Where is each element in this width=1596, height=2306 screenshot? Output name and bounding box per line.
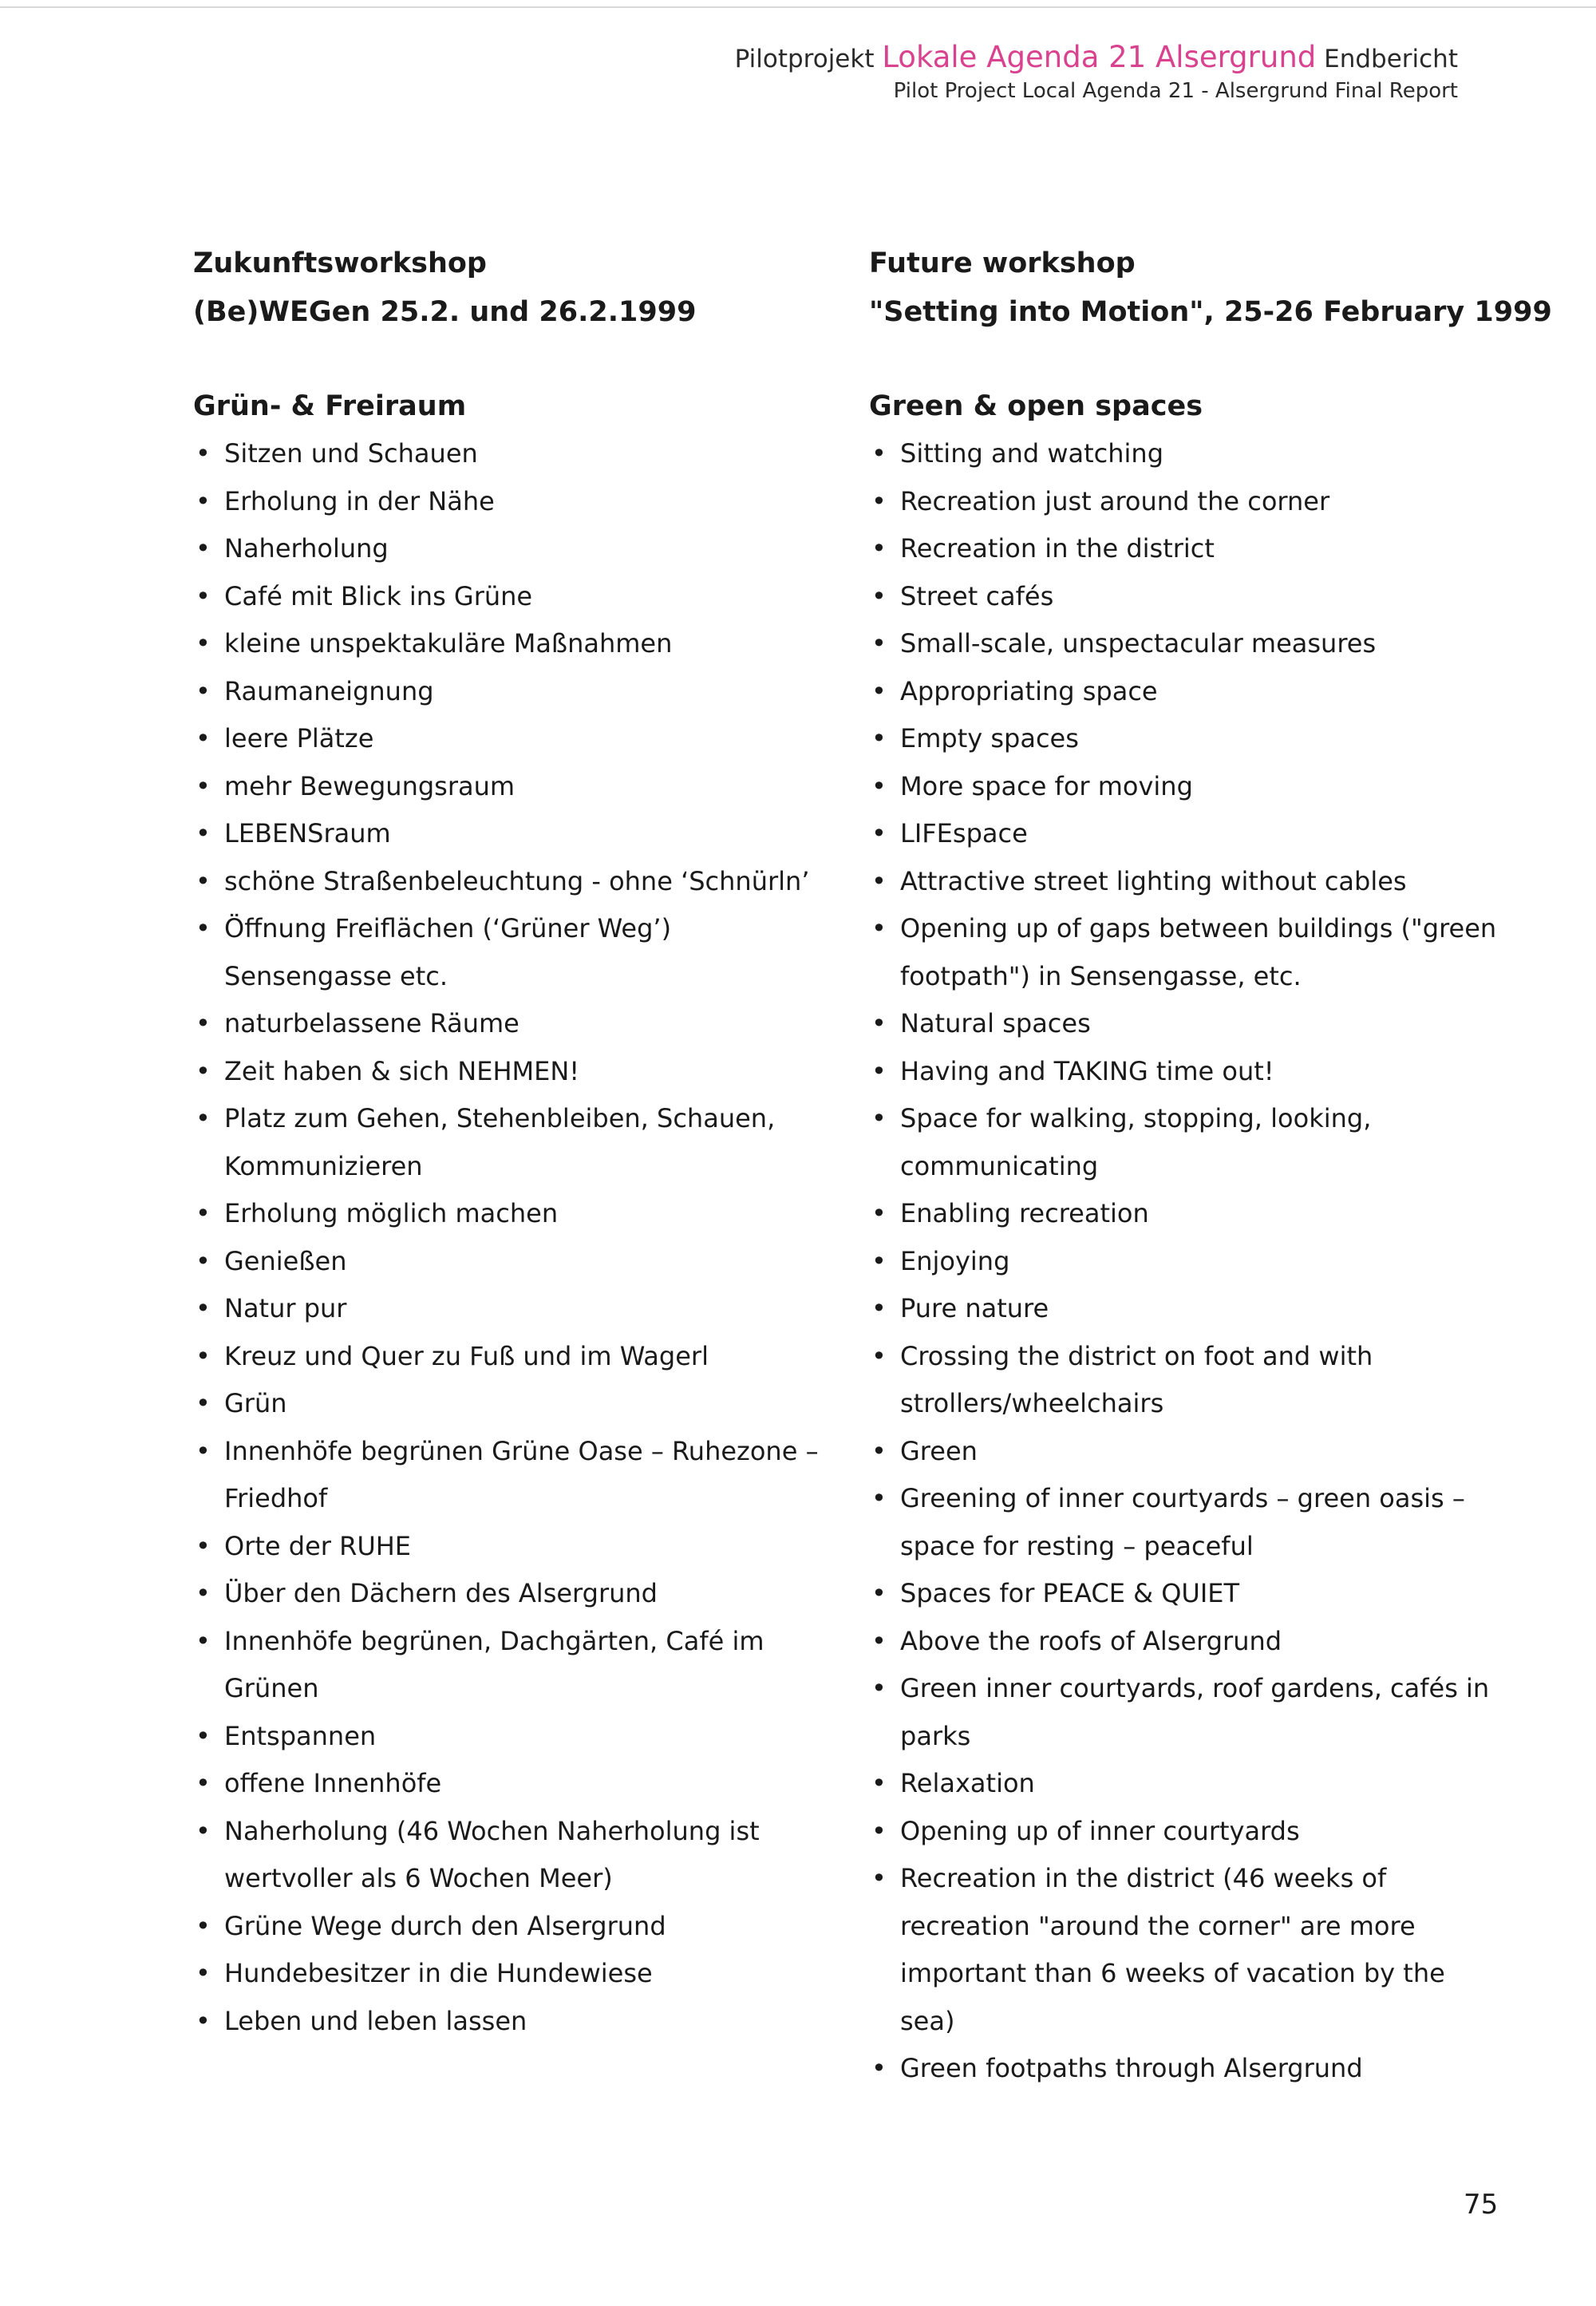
bullet-icon: •	[871, 1673, 887, 1703]
list-item	[193, 430, 824, 478]
bullet-icon: •	[196, 770, 211, 801]
list-item-text: Recreation just around the corner	[900, 485, 1330, 516]
list-item-text: Opening up of inner courtyards	[900, 1815, 1300, 1846]
bullet-icon: •	[871, 818, 887, 848]
list-item-text: Leben und leben lassen	[224, 2005, 527, 2036]
list-item	[193, 763, 824, 811]
top-rule	[0, 6, 1596, 8]
list-item	[193, 1380, 824, 1428]
list-item	[193, 478, 824, 526]
list-item	[193, 573, 824, 621]
bullet-icon: •	[871, 865, 887, 896]
list-item	[869, 1238, 1499, 1286]
bullet-icon: •	[196, 1008, 211, 1038]
list-item	[193, 1428, 824, 1523]
bullet-icon: •	[871, 1768, 887, 1798]
bullet-icon: •	[196, 533, 211, 564]
english-title: Future workshop	[869, 247, 1136, 279]
list-item	[869, 430, 1499, 478]
list-item-text: Sitting and watching	[900, 438, 1164, 469]
list-item	[869, 1665, 1499, 1760]
bullet-icon: •	[196, 1958, 211, 1988]
bullet-icon: •	[871, 1245, 887, 1276]
bullet-icon: •	[871, 1578, 887, 1608]
list-item-text: Platz zum Gehen, Stehenbleiben, Schauen, Kommunizieren	[224, 1103, 776, 1181]
list-item	[193, 1523, 824, 1571]
bullet-icon: •	[871, 1483, 887, 1513]
bullet-icon: •	[196, 485, 211, 516]
list-item	[869, 668, 1499, 716]
bullet-icon: •	[871, 1008, 887, 1038]
list-item-text: Relaxation	[900, 1768, 1035, 1798]
list-item	[193, 858, 824, 906]
page-header	[735, 40, 1458, 105]
bullet-icon: •	[871, 1340, 887, 1371]
list-item-text: Natural spaces	[900, 1008, 1091, 1038]
list-item-text: Raumaneignung	[224, 675, 434, 706]
list-item	[869, 1428, 1499, 1476]
list-item-text: Innenhöfe begrünen, Dachgärten, Café im Grünen	[224, 1625, 764, 1703]
bullet-icon: •	[196, 1910, 211, 1941]
list-item	[193, 620, 824, 668]
list-item-text: Spaces for PEACE & QUIET	[900, 1578, 1240, 1608]
list-item-text: Hundebesitzer in die Hundewiese	[224, 1958, 653, 1988]
list-item-text: Grün	[224, 1388, 287, 1418]
list-item-text: schöne Straßenbeleuchtung - ohne ‘Schnürln’	[224, 865, 810, 896]
list-item-text: Erholung möglich machen	[224, 1198, 559, 1228]
list-item-text: Naherholung	[224, 533, 389, 564]
list-item-text: mehr Bewegungsraum	[224, 770, 516, 801]
list-item-text: Natur pur	[224, 1293, 347, 1323]
list-item-text: Attractive street lighting without cables	[900, 865, 1407, 896]
bullet-icon: •	[871, 2053, 887, 2083]
list-item-text: Über den Dächern des Alsergrund	[224, 1578, 658, 1608]
list-item	[869, 1048, 1499, 1096]
list-item	[869, 525, 1499, 573]
bullet-icon: •	[196, 1388, 211, 1418]
header-accent-title: Lokale Agenda 21 Alsergrund	[882, 40, 1317, 74]
bullet-icon: •	[871, 1055, 887, 1086]
list-item	[869, 1618, 1499, 1666]
bullet-icon: •	[871, 675, 887, 706]
english-item-list	[869, 430, 1499, 2093]
bullet-icon: •	[196, 438, 211, 469]
list-item-text: Greening of inner courtyards – green oasis – space for resting – peaceful	[900, 1483, 1465, 1561]
list-item-text: Empty spaces	[900, 723, 1079, 754]
list-item-text: Kreuz und Quer zu Fuß und im Wagerl	[224, 1340, 709, 1371]
list-item-text: Enabling recreation	[900, 1198, 1149, 1228]
list-item	[869, 858, 1499, 906]
bullet-icon: •	[196, 723, 211, 754]
list-item-text: Recreation in the district (46 weeks of recreation "around the corner" are more important than 6 weeks of vacation by the sea)	[900, 1863, 1445, 2036]
list-item	[193, 1998, 824, 2046]
list-item-text: Naherholung (46 Wochen Naherholung ist wertvoller als 6 Wochen Meer)	[224, 1815, 760, 1893]
list-item-text: Space for walking, stopping, looking, communicating	[900, 1103, 1372, 1181]
bullet-icon: •	[196, 1340, 211, 1371]
list-item-text: Genießen	[224, 1245, 347, 1276]
list-item	[193, 810, 824, 858]
german-column	[193, 239, 824, 2045]
list-item	[193, 1285, 824, 1333]
list-item	[193, 1618, 824, 1713]
bullet-icon: •	[871, 628, 887, 659]
list-item-text: Enjoying	[900, 1245, 1010, 1276]
list-item-text: Green	[900, 1435, 978, 1466]
page-number: 75	[1464, 2189, 1499, 2221]
bullet-icon: •	[871, 580, 887, 611]
list-item-text: LEBENSraum	[224, 818, 391, 848]
list-item-text: naturbelassene Räume	[224, 1008, 519, 1038]
bullet-icon: •	[871, 485, 887, 516]
bullet-icon: •	[196, 1435, 211, 1466]
header-suffix: Endbericht	[1316, 45, 1458, 73]
bullet-icon: •	[196, 675, 211, 706]
header-subtitle: Pilot Project Local Agenda 21 - Alsergrund Final Report	[893, 79, 1458, 103]
bullet-icon: •	[871, 438, 887, 469]
list-item	[869, 1190, 1499, 1238]
german-section-heading: Grün- & Freiraum	[193, 390, 467, 422]
list-item	[193, 905, 824, 1000]
list-item-text: Crossing the district on foot and with strollers/wheelchairs	[900, 1340, 1373, 1418]
list-item-text: Zeit haben & sich NEHMEN!	[224, 1055, 580, 1086]
bullet-icon: •	[196, 580, 211, 611]
list-item	[193, 1095, 824, 1190]
list-item-text: More space for moving	[900, 770, 1193, 801]
english-subtitle: "Setting into Motion", 25-26 February 1999	[869, 296, 1552, 328]
bullet-icon: •	[871, 1435, 887, 1466]
bullet-icon: •	[871, 1293, 887, 1323]
list-item	[869, 620, 1499, 668]
list-item	[869, 1095, 1499, 1190]
list-item-text: Pure nature	[900, 1293, 1049, 1323]
list-item-text: Street cafés	[900, 580, 1054, 611]
bullet-icon: •	[196, 1578, 211, 1608]
list-item	[193, 1713, 824, 1761]
list-item	[193, 1333, 824, 1381]
list-item-text: Erholung in der Nähe	[224, 485, 495, 516]
list-item	[193, 715, 824, 763]
list-item-text: Entspannen	[224, 1720, 377, 1751]
german-item-list	[193, 430, 824, 2045]
list-item	[193, 1950, 824, 1998]
list-item	[193, 1808, 824, 1903]
german-title: Zukunftsworkshop	[193, 247, 487, 279]
bullet-icon: •	[871, 1198, 887, 1228]
english-column	[869, 239, 1552, 2093]
bullet-icon: •	[196, 1245, 211, 1276]
list-item	[193, 1190, 824, 1238]
list-item	[869, 1475, 1499, 1570]
bullet-icon: •	[196, 818, 211, 848]
bullet-icon: •	[871, 723, 887, 754]
list-item	[193, 1903, 824, 1951]
bullet-icon: •	[196, 1103, 211, 1133]
english-section-heading: Green & open spaces	[869, 390, 1203, 422]
bullet-icon: •	[196, 628, 211, 659]
bullet-icon: •	[196, 865, 211, 896]
list-item-text: Innenhöfe begrünen Grüne Oase – Ruhezone – Friedhof	[224, 1435, 819, 1513]
bullet-icon: •	[871, 533, 887, 564]
bullet-icon: •	[196, 1198, 211, 1228]
bullet-icon: •	[196, 1625, 211, 1656]
bullet-icon: •	[196, 1293, 211, 1323]
header-title	[735, 40, 1458, 77]
list-item-text: Öffnung Freiflächen (‘Grüner Weg’) Sensengasse etc.	[224, 913, 672, 991]
list-item	[193, 1238, 824, 1286]
list-item	[869, 763, 1499, 811]
list-item-text: Orte der RUHE	[224, 1530, 412, 1561]
bullet-icon: •	[871, 770, 887, 801]
bullet-icon: •	[871, 913, 887, 943]
list-item-text: Above the roofs of Alsergrund	[900, 1625, 1282, 1656]
header-prefix: Pilotprojekt	[734, 45, 883, 73]
bullet-icon: •	[871, 1625, 887, 1656]
list-item-text: leere Plätze	[224, 723, 374, 754]
list-item-text: Green inner courtyards, roof gardens, cafés in parks	[900, 1673, 1490, 1751]
list-item-text: kleine unspektakuläre Maßnahmen	[224, 628, 673, 659]
list-item	[869, 1570, 1499, 1618]
bullet-icon: •	[196, 1055, 211, 1086]
bullet-icon: •	[196, 1815, 211, 1846]
german-subtitle: (Be)WEGen 25.2. und 26.2.1999	[193, 296, 697, 328]
list-item	[869, 1000, 1499, 1048]
list-item	[869, 715, 1499, 763]
bullet-icon: •	[196, 1720, 211, 1751]
bullet-icon: •	[196, 913, 211, 943]
list-item-text: Recreation in the district	[900, 533, 1215, 564]
list-item	[193, 1570, 824, 1618]
list-item	[869, 1333, 1499, 1428]
bullet-icon: •	[871, 1863, 887, 1893]
list-item	[869, 905, 1499, 1000]
list-item	[869, 2045, 1499, 2093]
list-item	[869, 1285, 1499, 1333]
list-item-text: Café mit Blick ins Grüne	[224, 580, 533, 611]
list-item-text: Green footpaths through Alsergrund	[900, 2053, 1363, 2083]
bullet-icon: •	[196, 1530, 211, 1561]
list-item	[193, 1048, 824, 1096]
bullet-icon: •	[196, 1768, 211, 1798]
bullet-icon: •	[196, 2005, 211, 2036]
list-item-text: offene Innenhöfe	[224, 1768, 442, 1798]
list-item-text: Small-scale, unspectacular measures	[900, 628, 1377, 659]
list-item	[193, 525, 824, 573]
list-item-text: Sitzen und Schauen	[224, 438, 478, 469]
bullet-icon: •	[871, 1103, 887, 1133]
list-item-text: LIFEspace	[900, 818, 1028, 848]
list-item-text: Appropriating space	[900, 675, 1158, 706]
list-item-text: Opening up of gaps between buildings ("green footpath") in Sensengasse, etc.	[900, 913, 1497, 991]
list-item	[869, 810, 1499, 858]
bullet-icon: •	[871, 1815, 887, 1846]
list-item	[869, 1855, 1499, 2045]
list-item	[869, 478, 1499, 526]
list-item	[193, 668, 824, 716]
list-item	[869, 1760, 1499, 1808]
list-item-text: Grüne Wege durch den Alsergrund	[224, 1910, 666, 1941]
list-item-text: Having and TAKING time out!	[900, 1055, 1274, 1086]
list-item	[869, 573, 1499, 621]
list-item	[193, 1000, 824, 1048]
list-item	[869, 1808, 1499, 1856]
list-item	[193, 1760, 824, 1808]
